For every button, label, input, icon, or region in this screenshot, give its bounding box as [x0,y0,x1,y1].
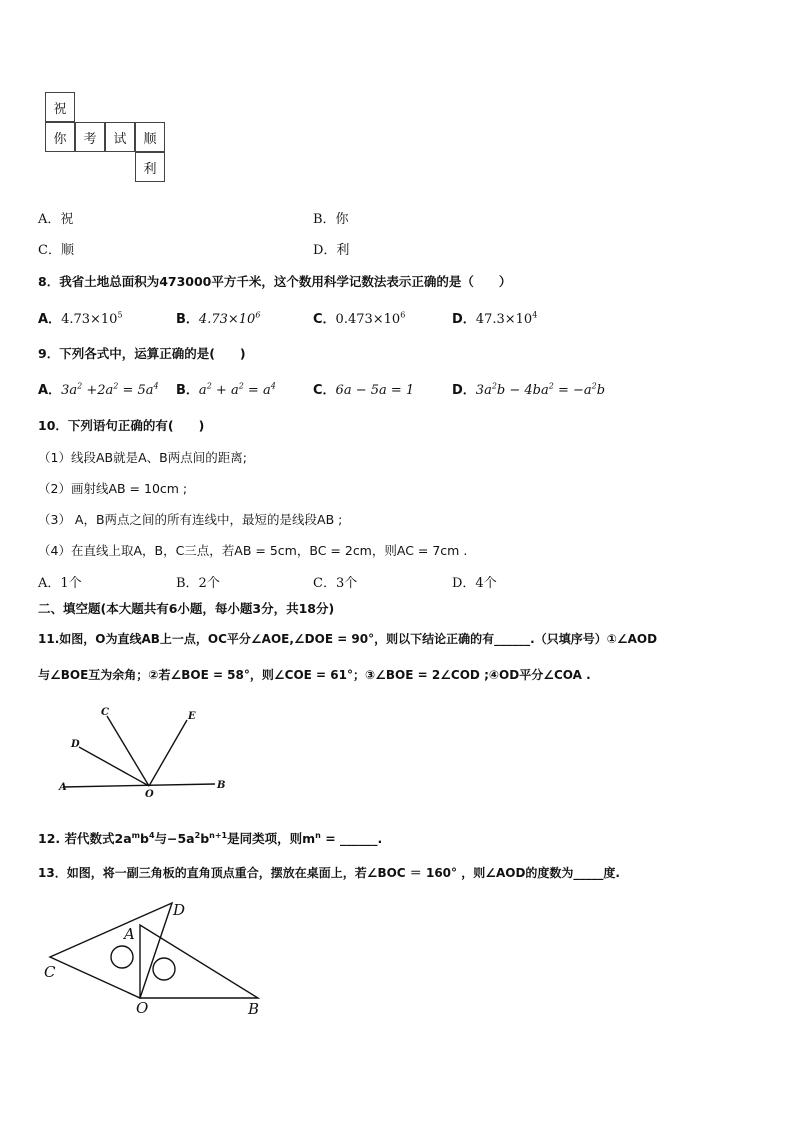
q7-option-d: D．利 [313,243,350,258]
q10-option-b: B．2个 [176,576,220,591]
q10-option-a: A．1个 [38,576,82,591]
q12-part: b [139,831,149,846]
q10-statement-4: （4）在直线上取A，B，C三点，若AB = 5cm，BC = 2cm，则AC = 7cm . [38,543,468,558]
label-d: D [173,901,186,919]
q9-option-d [452,379,605,398]
exponent: 6 [255,310,261,320]
q8-option-b [176,308,260,327]
option-label: D． [452,383,476,398]
section-2-heading: 二、填空题(本大题共有6小题，每小题3分，共18分) [38,601,335,616]
ray-oc [107,716,149,786]
label-a: A [124,925,135,943]
label-a: A [59,782,67,793]
exp: m [131,830,140,840]
exp: 2 [194,830,201,840]
label-d: D [71,739,80,750]
q10-statement-2: （2）画射线AB = 10cm ; [38,481,188,496]
q12-text [38,829,382,847]
figure-q13 [40,895,280,1020]
ray-od [79,747,149,786]
label-b: B [217,780,226,791]
q9-stem: 9．下列各式中，运算正确的是( ) [38,346,246,361]
exponent: 6 [400,310,406,320]
label-b: B [248,1000,260,1018]
q10-statement-1: （1）线段AB就是A、B两点间的距离; [38,450,247,465]
option-label: A． [38,383,62,398]
q12-part: b [200,831,210,846]
q9-option-b [176,379,276,398]
option-label: A． [38,312,62,327]
option-label: C． [313,383,336,398]
math-expression: $a^2 + a^2 = a^4$ [198,381,276,398]
q10-option-c: C．3个 [313,576,358,591]
option-value: 47.3×10 [475,312,533,327]
label-o: O [145,789,154,800]
q8-option-a [38,308,123,327]
grid-cell-3: 考 [75,122,105,152]
q8-stem: 8．我省土地总面积为473000平方千米，这个数用科学记数法表示正确的是（ ） [38,274,512,289]
hole-left [111,946,133,968]
triangle-aob [140,925,258,998]
exp: n+1 [209,830,228,840]
ray-oe [149,720,187,786]
q9-option-a [38,379,159,398]
option-value: 4.73×10 [61,312,118,327]
label-c: C [44,963,56,981]
option-label: B． [176,383,199,398]
q12-part: = ______. [320,831,383,846]
option-label: D． [452,312,476,327]
option-value: 0.473×10 [335,312,401,327]
label-o: O [136,999,149,1017]
option-value: 4.73×10 [198,312,256,327]
q7-option-c: C．顺 [38,243,74,258]
exp: n [315,830,321,840]
q12-part: 12. 若代数式2a [38,831,132,846]
label-c: C [101,707,109,718]
q8-option-d [452,308,537,327]
grid-cell-4: 试 [105,122,135,152]
q11-line-1: 11.如图，O为直线AB上一点，OC平分∠AOE,∠DOE = 90°，则以下结论正确的有______.（只填序号）①∠AOD [38,632,658,646]
label-e: E [188,711,196,722]
exp: 4 [148,830,155,840]
q10-option-d: D．4个 [452,576,497,591]
math-expression: 6a − 5a = 1 [335,383,415,398]
triangle-cod [50,903,172,998]
q10-stem: 10．下列语句正确的有( ) [38,418,205,433]
q11-line-2: 与∠BOE互为余角；②若∠BOE = 58°，则∠COE = 61°；③∠BOE = 2∠COD ;④OD平分∠COA . [38,668,591,682]
q12-part: 与−5a [154,831,195,846]
q10-statement-3: （3） A，B两点之间的所有连线中，最短的是线段AB ; [38,512,343,527]
grid-cell-5: 顺 [135,122,165,152]
grid-cell-2: 你 [45,122,75,152]
q7-option-a: A．祝 [38,212,74,227]
math-expression: $3a^2b - 4ba^2 = -a^2b$ [475,381,606,398]
option-label: C． [313,312,336,327]
exponent: 4 [532,310,538,320]
q13-text: 13．如图，将一副三角板的直角顶点重合，摆放在桌面上，若∠BOC ＝ 160° ，则∠AOD的度数为_____度. [38,866,620,880]
line-ab [63,784,215,787]
grid-cell-1: 祝 [45,92,75,122]
figure-q11 [55,700,245,810]
q9-option-c [313,379,414,398]
hole-right [153,958,175,980]
math-expression: $3a^2 +2a^2 = 5a^4$ [61,381,159,398]
grid-cell-6: 利 [135,152,165,182]
q12-part: 是同类项，则m [227,831,316,846]
q7-option-b: B．你 [313,212,349,227]
exponent: 5 [117,310,123,320]
option-label: B． [176,312,199,327]
q8-option-c [313,308,405,327]
